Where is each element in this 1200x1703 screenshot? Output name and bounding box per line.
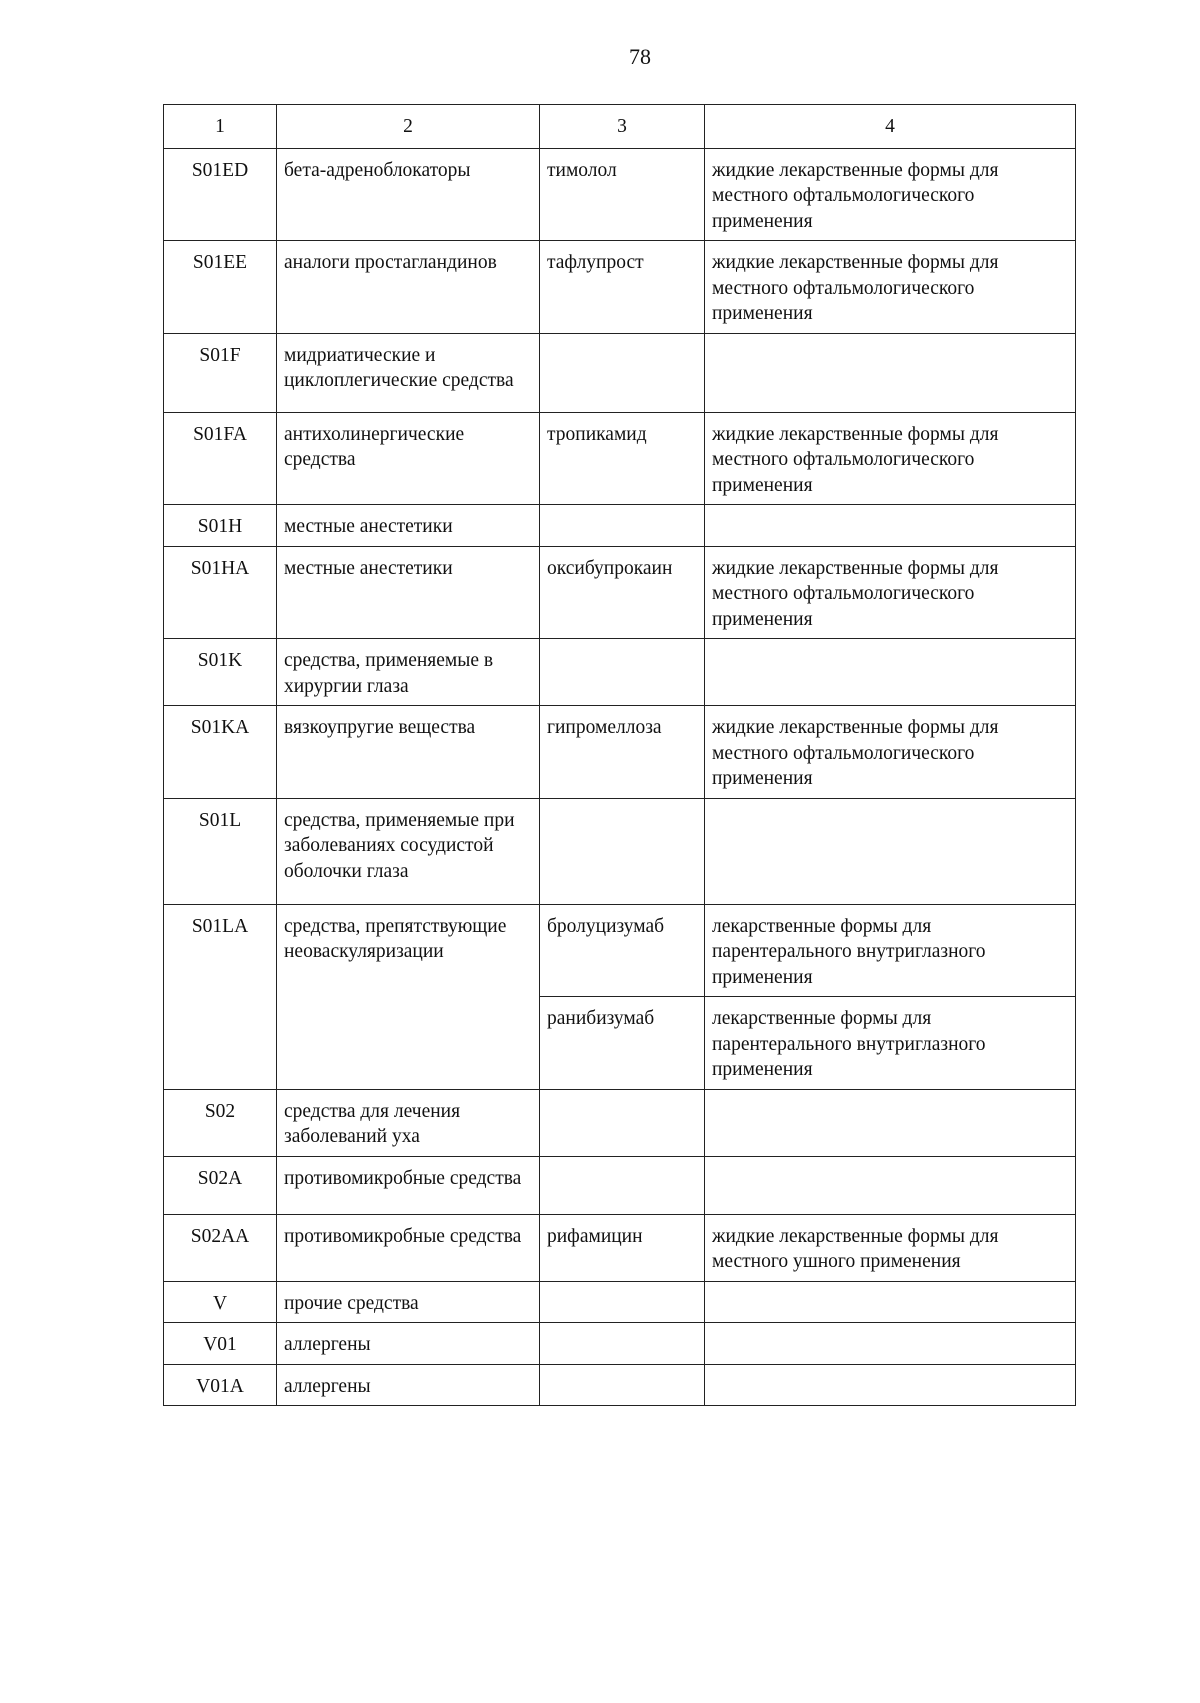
group-name-cell: прочие средства	[277, 1281, 540, 1323]
table-row	[164, 798, 1076, 904]
column-header-1: 1	[164, 105, 277, 149]
group-name-cell: аллергены	[277, 1364, 540, 1406]
dosage-form-cell	[705, 1089, 1076, 1156]
table-row	[164, 1364, 1076, 1406]
group-name-cell: аллергены	[277, 1323, 540, 1365]
table-row	[164, 1323, 1076, 1365]
dosage-form-cell	[705, 639, 1076, 706]
drug-name-cell: тафлупрост	[540, 241, 705, 334]
atc-code-cell: S02AA	[164, 1214, 277, 1281]
table-row	[164, 412, 1076, 505]
drug-name-cell: оксибупрокаин	[540, 546, 705, 639]
drug-name-cell	[540, 1156, 705, 1214]
dosage-form-cell: жидкие лекарственные формы для местного ушного применения	[705, 1214, 1076, 1281]
group-name-cell: средства, применяемые при заболеваниях сосудистой оболочки глаза	[277, 798, 540, 904]
group-name-cell: антихолинергические средства	[277, 412, 540, 505]
drug-name-cell: тимолол	[540, 148, 705, 241]
table-header-row	[164, 105, 1076, 149]
atc-code-cell: S01L	[164, 798, 277, 904]
group-name-cell: вязкоупругие вещества	[277, 706, 540, 799]
table-row	[164, 1089, 1076, 1156]
group-name-cell: мидриатические и циклоплегические средства	[277, 333, 540, 412]
dosage-form-cell: жидкие лекарственные формы для местного офтальмологического применения	[705, 148, 1076, 241]
dosage-form-cell: лекарственные формы для парентерального внутриглазного применения	[705, 997, 1076, 1090]
table-row	[164, 148, 1076, 241]
column-header-2: 2	[277, 105, 540, 149]
group-name-cell: местные анестетики	[277, 505, 540, 547]
table-row	[164, 904, 1076, 997]
drug-name-cell	[540, 639, 705, 706]
page-number: 78	[629, 44, 651, 69]
dosage-form-cell: жидкие лекарственные формы для местного офтальмологического применения	[705, 241, 1076, 334]
table-row	[164, 706, 1076, 799]
drug-name-cell: рифамицин	[540, 1214, 705, 1281]
atc-code-cell: S02	[164, 1089, 277, 1156]
dosage-form-cell: лекарственные формы для парентерального внутриглазного применения	[705, 904, 1076, 997]
atc-code-cell: S01FA	[164, 412, 277, 505]
atc-code-cell: V01	[164, 1323, 277, 1365]
table-row	[164, 546, 1076, 639]
drug-name-cell	[540, 505, 705, 547]
drug-name-cell	[540, 1364, 705, 1406]
group-name-cell: аналоги простагландинов	[277, 241, 540, 334]
drug-name-cell	[540, 1089, 705, 1156]
dosage-form-cell	[705, 1156, 1076, 1214]
table-row	[164, 333, 1076, 412]
dosage-form-cell	[705, 1323, 1076, 1365]
dosage-form-cell	[705, 333, 1076, 412]
atc-code-cell: S01H	[164, 505, 277, 547]
atc-code-cell: S01F	[164, 333, 277, 412]
atc-code-cell: S01K	[164, 639, 277, 706]
group-name-cell: средства для лечения заболеваний уха	[277, 1089, 540, 1156]
atc-code-cell: S01KA	[164, 706, 277, 799]
group-name-cell: противомикробные средства	[277, 1214, 540, 1281]
atc-code-cell: S01EE	[164, 241, 277, 334]
dosage-form-cell: жидкие лекарственные формы для местного офтальмологического применения	[705, 412, 1076, 505]
atc-code-cell: S01LA	[164, 904, 277, 1089]
table-row	[164, 241, 1076, 334]
table-row	[164, 1281, 1076, 1323]
group-name-cell: средства, препятствующие неоваскуляризации	[277, 904, 540, 1089]
dosage-form-cell	[705, 798, 1076, 904]
drug-name-cell	[540, 798, 705, 904]
dosage-form-cell	[705, 1281, 1076, 1323]
drug-name-cell: бролуцизумаб	[540, 904, 705, 997]
atc-code-cell: S01ED	[164, 148, 277, 241]
dosage-form-cell: жидкие лекарственные формы для местного офтальмологического применения	[705, 546, 1076, 639]
atc-code-cell: V01A	[164, 1364, 277, 1406]
atc-code-cell: V	[164, 1281, 277, 1323]
drug-name-cell: гипромеллоза	[540, 706, 705, 799]
table-row	[164, 639, 1076, 706]
atc-code-cell: S02A	[164, 1156, 277, 1214]
column-header-4: 4	[705, 105, 1076, 149]
group-name-cell: местные анестетики	[277, 546, 540, 639]
table-row	[164, 505, 1076, 547]
dosage-form-cell: жидкие лекарственные формы для местного офтальмологического применения	[705, 706, 1076, 799]
dosage-form-cell	[705, 505, 1076, 547]
drug-name-cell: тропикамид	[540, 412, 705, 505]
group-name-cell: противомикробные средства	[277, 1156, 540, 1214]
group-name-cell: бета-адреноблокаторы	[277, 148, 540, 241]
drug-name-cell: ранибизумаб	[540, 997, 705, 1090]
column-header-3: 3	[540, 105, 705, 149]
drug-name-cell	[540, 333, 705, 412]
drug-name-cell	[540, 1323, 705, 1365]
table-row	[164, 1214, 1076, 1281]
medication-table	[163, 104, 1076, 1406]
table-row	[164, 1156, 1076, 1214]
atc-code-cell: S01HA	[164, 546, 277, 639]
group-name-cell: средства, применяемые в хирургии глаза	[277, 639, 540, 706]
drug-name-cell	[540, 1281, 705, 1323]
dosage-form-cell	[705, 1364, 1076, 1406]
